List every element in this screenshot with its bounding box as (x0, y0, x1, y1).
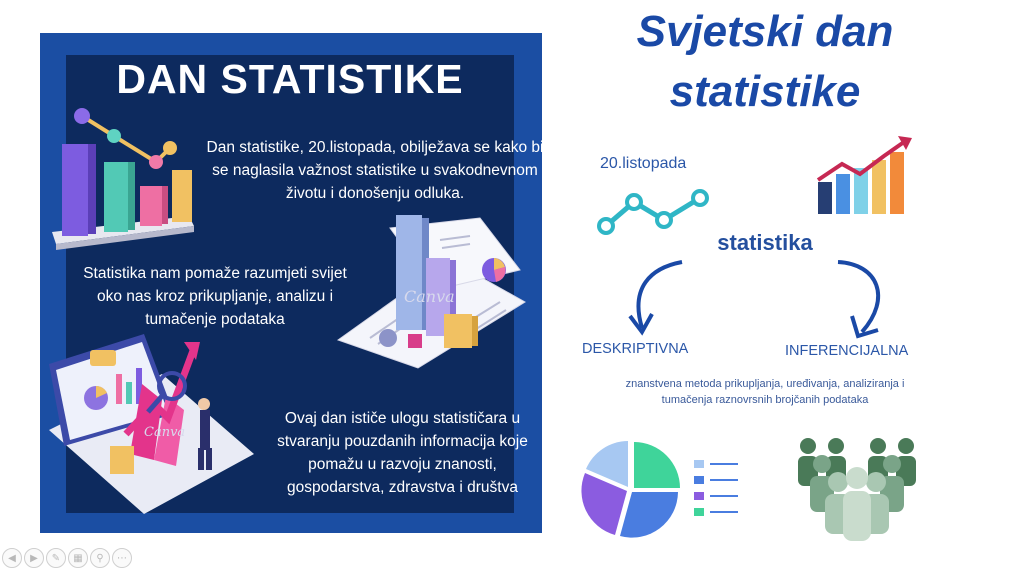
zoom-icon[interactable]: ⚲ (90, 548, 110, 568)
population-icon (794, 434, 924, 544)
report-illustration (330, 210, 530, 370)
laptop-analytics-illustration (44, 334, 259, 519)
more-icon[interactable]: ⋯ (112, 548, 132, 568)
presentation-toolbar (2, 548, 132, 570)
date-label: 20.listopada (600, 155, 687, 172)
panel-paragraph-1: Dan statistike, 20.listopada, obilježava se kako bi se naglasila važnost statistike u svakodnevnom životu i donošenju odluka. (206, 139, 544, 202)
previous-slide-icon[interactable]: ◀ (2, 548, 22, 568)
branch-descriptive: DESKRIPTIVNA (582, 341, 689, 357)
branch-inferential: INFERENCIJALNA (785, 343, 909, 359)
pie-chart-icon (578, 436, 688, 544)
page-title (600, 2, 930, 122)
slides-icon[interactable]: ▦ (68, 548, 88, 568)
legend-icon (692, 458, 742, 524)
next-slide-icon[interactable]: ▶ (24, 548, 44, 568)
page-title-line-2: statistike (669, 67, 861, 116)
arrow-right-icon (832, 258, 902, 340)
bar-chart-illustration (44, 104, 204, 254)
panel-title: DAN STATISTIKE (116, 56, 464, 102)
definition-text: znanstvena metoda prikupljanja, uređivanja, analiziranja i tumačenja raznovrsnih brojčanih podataka (625, 378, 905, 406)
canva-watermark-2: Canva (144, 425, 186, 440)
panel-paragraph-3: Ovaj dan ističe ulogu statističara u stvaranju pouzdanih informacija koje pomažu u razvoju znanosti, gospodarstva, zdravstva i društva (277, 410, 528, 496)
arrow-left-icon (620, 258, 690, 338)
panel-paragraph-2: Statistika nam pomaže razumjeti svijet oko nas kroz prikupljanje, analizu i tumačenje podataka (83, 265, 347, 328)
canva-watermark: Canva (404, 287, 455, 306)
pen-icon[interactable]: ✎ (46, 548, 66, 568)
page-title-line-1: Svjetski dan (636, 7, 894, 56)
keyword-statistika: statistika (717, 230, 813, 255)
growth-chart-icon (814, 134, 914, 218)
